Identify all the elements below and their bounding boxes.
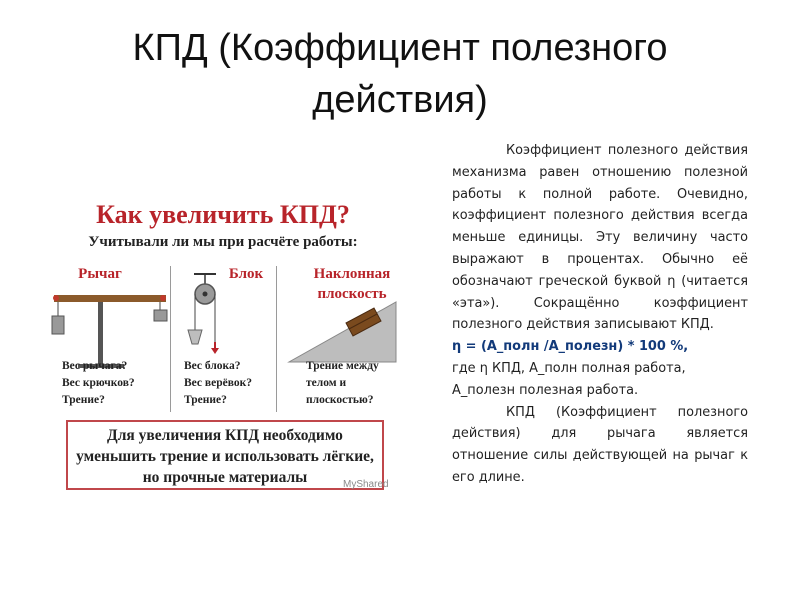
lever-notes	[62, 358, 135, 409]
note-text: Трение?	[184, 394, 227, 406]
pulley-title: Блок	[228, 266, 264, 282]
slide-title-line2: действия)	[312, 79, 488, 121]
lever-efficiency-paragraph: КПД (Коэффициент полезного действия) для рычага является отношение силы действующей на рычаг к его длине.	[452, 404, 748, 485]
conclusion-line: но прочные материалы	[142, 469, 308, 486]
illustration-heading: Как увеличить КПД?	[96, 200, 350, 229]
note-text: Трение?	[62, 394, 105, 406]
illustration-question: Учитывали ли мы при расчёте работы:	[88, 234, 358, 250]
pulley-notes	[184, 358, 252, 409]
incline-title-line2: плоскость	[317, 286, 387, 302]
note-text: телом и	[306, 377, 347, 389]
efficiency-formula: η = (А_полн /А_полезн) * 100 %,	[452, 339, 689, 355]
pulley-icon	[188, 274, 219, 354]
note-text: плоскостью?	[306, 394, 374, 406]
note-text: Вес верёвок?	[184, 377, 252, 389]
incline-notes	[306, 358, 379, 409]
slide-title	[40, 22, 760, 126]
conclusion-box	[66, 420, 384, 490]
note-text: Вес рычага?	[62, 360, 128, 372]
incline-title-line1: Наклонная	[313, 266, 391, 282]
lever-title: Рычаг	[78, 266, 122, 282]
definition-text	[452, 140, 748, 489]
note-text: Вес блока?	[184, 360, 241, 372]
formula-legend-line1: где η КПД, А_полн полная работа,	[452, 360, 686, 376]
conclusion-line: Для увеличения КПД необходимо	[107, 427, 343, 444]
note-text: Вес крючков?	[62, 377, 135, 389]
watermark: MyShared	[343, 479, 389, 490]
slide-title-line1: КПД (Коэффициент полезного	[132, 27, 668, 69]
formula-legend-line2: А_полезн полезная работа.	[452, 382, 639, 398]
conclusion-line: уменьшить трение и использовать лёгкие,	[76, 448, 374, 465]
note-text: Трение между	[306, 360, 379, 372]
efficiency-illustration	[44, 192, 402, 500]
definition-paragraph: Коэффициент полезного действия механизма равен отношению полезной работы к полной работе. Очевидно, коэффициент полезного действия всегда меньше единицы. Эту величину часто выражают в процентах. Обычно её обозначают греческой буквой η (читается «эта»). Сокращённо коэффициент полезного действия записывают КПД.	[452, 143, 748, 333]
inclined-plane-icon	[289, 302, 396, 362]
